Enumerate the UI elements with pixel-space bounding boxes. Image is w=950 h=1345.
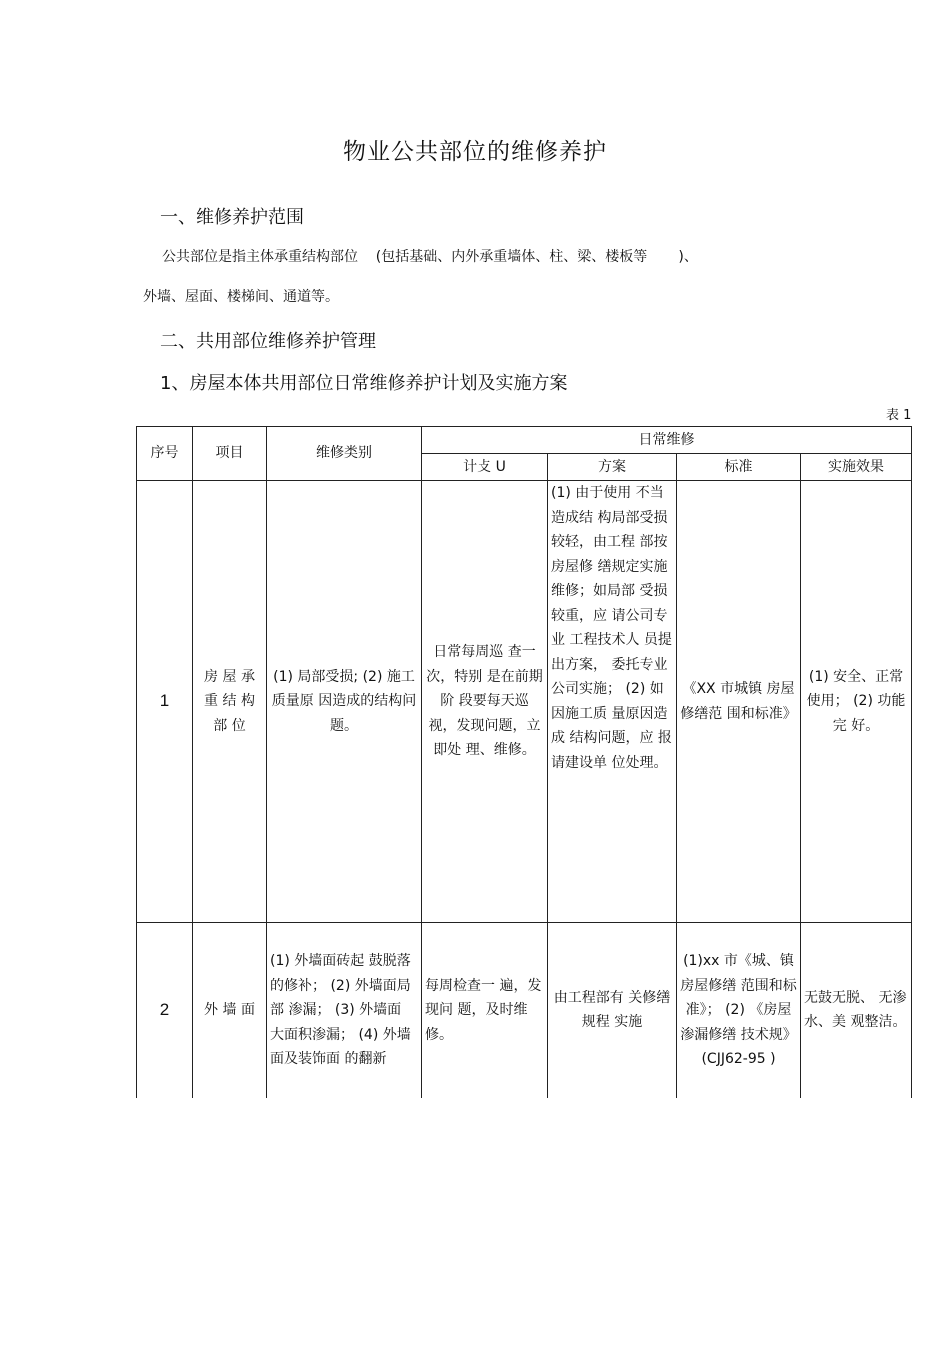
row2-plan: 每周检查一 遍，发现问 题，及时维 修。	[422, 923, 548, 1098]
row1-standard: 《XX 市城镇 房屋修缮范 围和标准》	[677, 481, 801, 923]
row1-item: 房 屋 承 重 结 构 部 位	[193, 481, 267, 923]
table-row	[137, 481, 912, 923]
row1-plan: 日常每周巡 查一次，特别 是在前期阶 段要每天巡 视，发现问题，立即处 理、维修。	[422, 481, 548, 923]
section2-heading: 二、共用部位维修养护管理	[160, 331, 376, 352]
row2-category: (1) 外墙面砖起 鼓脱落的修补； (2) 外墙面局部 渗漏； (3) 外墙面 大面积渗漏； (4) 外墙面及装饰面 的翻新	[267, 923, 422, 1098]
header-seq: 序号	[137, 427, 193, 481]
section1-paragraph-line1: 公共部位是指主体承重结构部位 (包括基础、内外承重墙体、柱、梁、楼板等 )、	[162, 249, 698, 265]
page-title: 物业公共部位的维修养护	[343, 139, 607, 165]
row2-effect: 无鼓无脱、 无渗水、美 观整洁。	[801, 923, 912, 1098]
section1-paragraph-line2: 外墙、屋面、楼梯间、通道等。	[143, 289, 339, 305]
row2-standard: (1)xx 市《城、镇房屋修缮 范围和标准》； (2) 《房屋渗漏修缮 技术规》 (CJJ62-95 )	[677, 923, 801, 1098]
header-standard: 标准	[677, 454, 801, 481]
header-daily-maintenance: 日常维修	[422, 427, 912, 454]
row1-effect: (1) 安全、正常使用； (2) 功能完 好。	[801, 481, 912, 923]
header-category: 维修类别	[267, 427, 422, 481]
row1-seq: 1	[137, 481, 193, 923]
row2-item: 外 墙 面	[193, 923, 267, 1098]
header-scheme: 方案	[548, 454, 677, 481]
table-label: 表 1	[886, 408, 912, 423]
maintenance-plan-table	[136, 426, 912, 1098]
section1-heading: 一、维修养护范围	[160, 207, 304, 228]
header-effect: 实施效果	[801, 454, 912, 481]
row2-scheme: 由工程部有 关修缮规程 实施	[548, 923, 677, 1098]
row1-scheme: (1) 由于使用 不当造成结 构局部受损 较轻，由工程 部按房屋修 缮规定实施维修；如局部 受损较重，应 请公司专业 工程技术人 员提出方案， 委托专业公司实施； (2) 如因施工质 量原因造成 结构问题，应 报请建设单 位处理。	[548, 481, 677, 923]
section2-subheading: 1、房屋本体共用部位日常维修养护计划及实施方案	[160, 373, 568, 394]
row2-seq: 2	[137, 923, 193, 1098]
header-plan: 计攴 U	[422, 454, 548, 481]
header-item: 项目	[193, 427, 267, 481]
row1-category: (1) 局部受损; (2) 施工质量原 因造成的结构问题。	[267, 481, 422, 923]
table-row	[137, 923, 912, 1098]
